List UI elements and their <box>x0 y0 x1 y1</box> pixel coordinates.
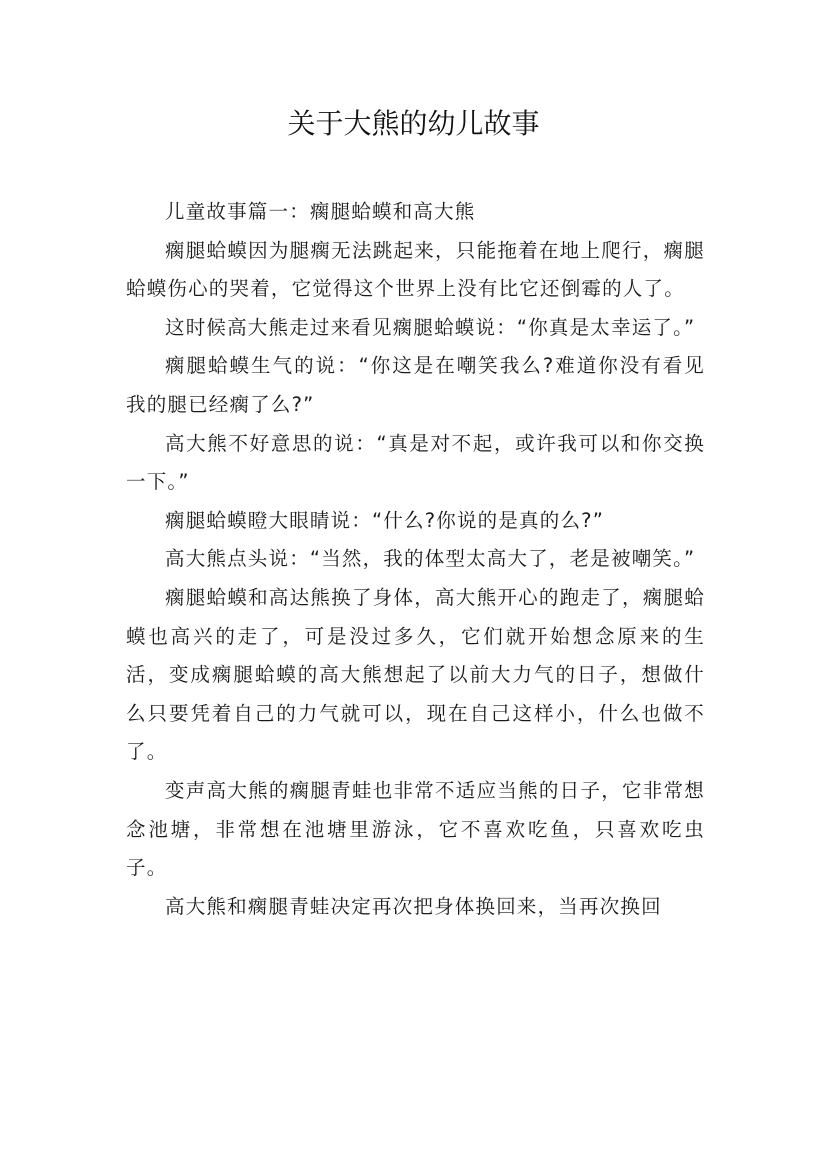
paragraph: 高大熊和瘸腿青蛙决定再次把身体换回来，当再次换回 <box>165 894 662 918</box>
paragraph: 高大熊点头说：“当然，我的体型太高大了，老是被嘲笑。” <box>165 547 696 571</box>
paragraph: 瘸腿蛤蟆瞪大眼睛说：“什么?你说的是真的么?” <box>165 508 605 532</box>
paragraph: 瘸腿蛤蟆和高达熊换了身体，高大熊开心的跑走了，瘸腿蛤蟆也高兴的走了，可是没过多久，它们就开始想念原来的生活，变成瘸腿蛤蟆的高大熊想起了以前大力气的日子，想做什么只要凭着自己的力气就可以，现在自己这样小，什么也做不了。 <box>126 585 705 764</box>
paragraph: 这时候高大熊走过来看见瘸腿蛤蟆说：“你真是太幸运了。” <box>165 315 696 339</box>
document-title: 关于大熊的幼儿故事 <box>287 107 540 140</box>
document-body <box>126 193 705 926</box>
section-heading: 儿童故事篇一：瘸腿蛤蟆和高大熊 <box>165 200 476 223</box>
paragraph: 瘸腿蛤蟆生气的说：“你这是在嘲笑我么?难道你没有看见我的腿已经瘸了么?” <box>126 354 705 416</box>
paragraph: 高大熊不好意思的说：“真是对不起，或许我可以和你交换一下。” <box>126 431 705 494</box>
paragraph: 瘸腿蛤蟆因为腿瘸无法跳起来，只能拖着在地上爬行，瘸腿蛤蟆伤心的哭着，它觉得这个世界上没有比它还倒霉的人了。 <box>126 238 705 301</box>
paragraph: 变声高大熊的瘸腿青蛙也非常不适应当熊的日子，它非常想念池塘，非常想在池塘里游泳，它不喜欢吃鱼，只喜欢吃虫子。 <box>126 778 705 880</box>
